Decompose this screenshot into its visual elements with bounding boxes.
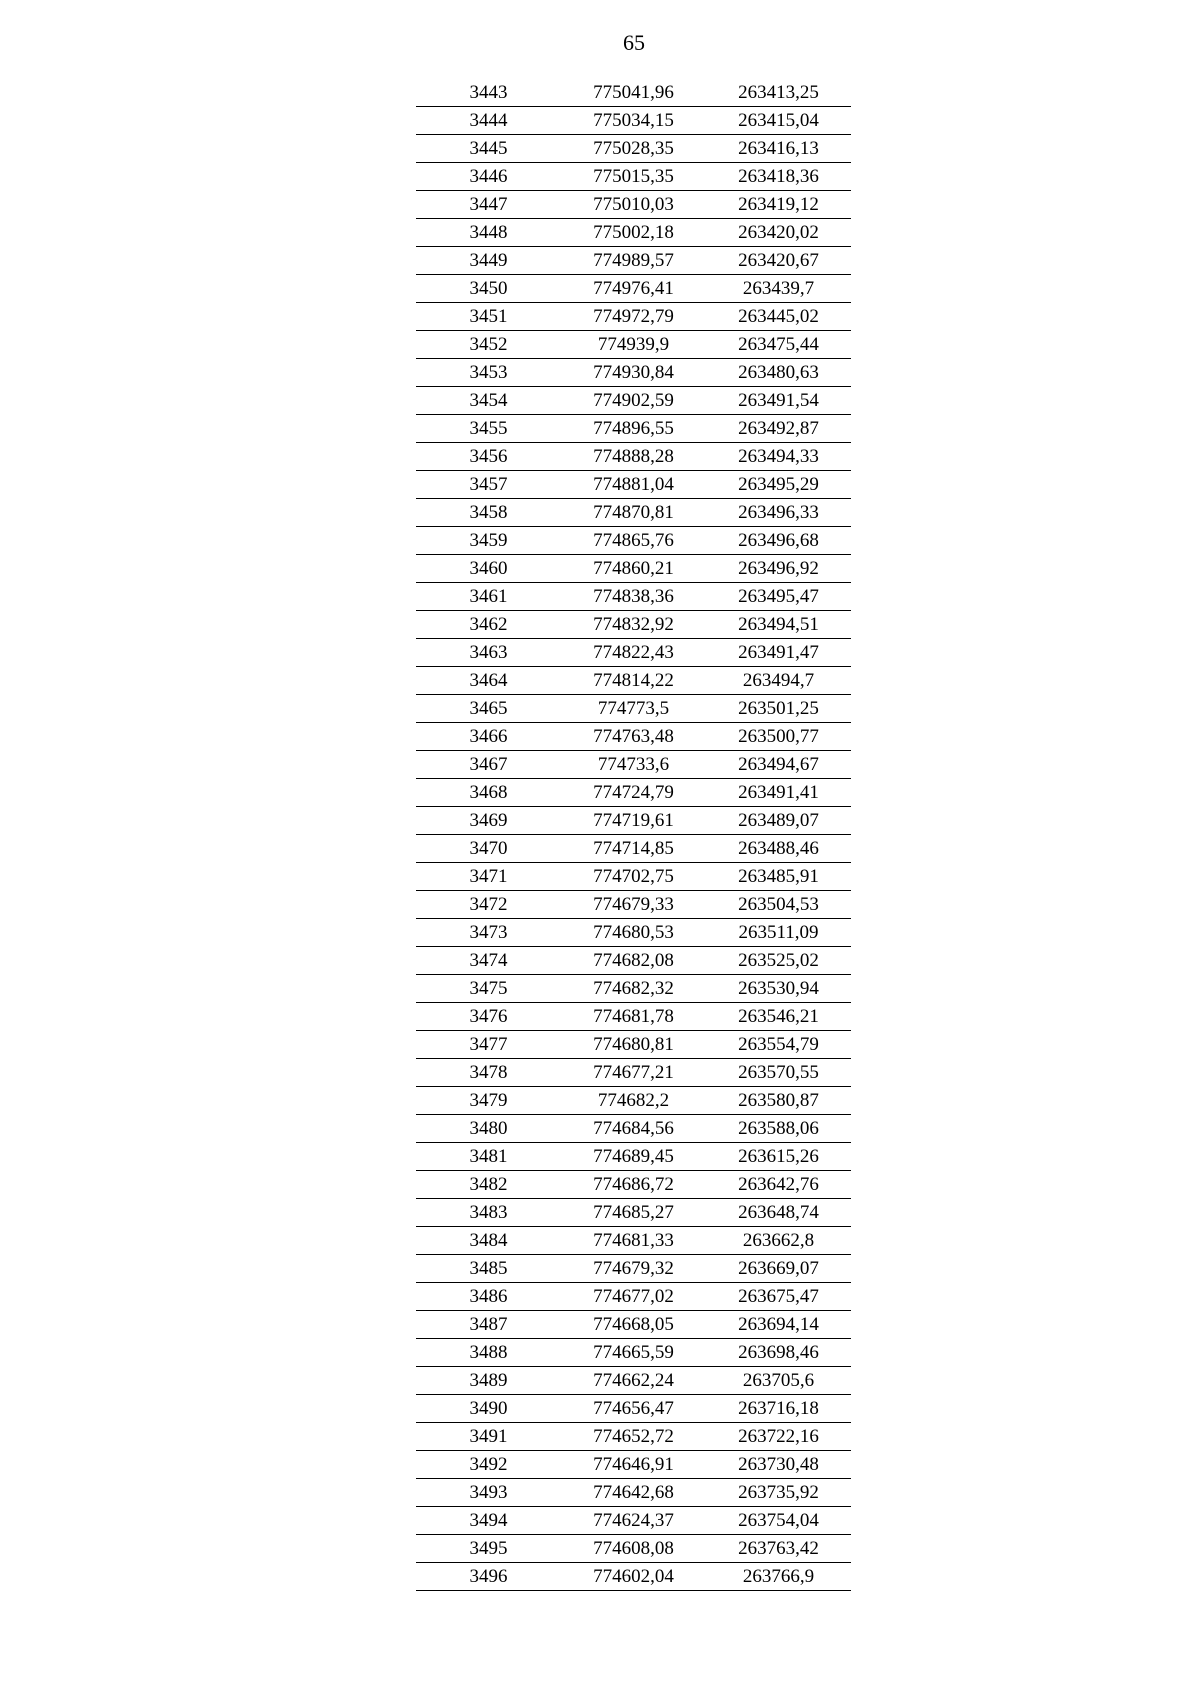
- x-coordinate-cell: 774624,37: [561, 1507, 706, 1535]
- y-coordinate-cell: 263763,42: [706, 1535, 851, 1563]
- x-coordinate-cell: 774652,72: [561, 1423, 706, 1451]
- x-coordinate-cell: 774681,33: [561, 1227, 706, 1255]
- y-coordinate-cell: 263530,94: [706, 975, 851, 1003]
- x-coordinate-cell: 774719,61: [561, 807, 706, 835]
- x-coordinate-cell: 775028,35: [561, 135, 706, 163]
- point-number-cell: 3456: [416, 443, 561, 471]
- y-coordinate-cell: 263570,55: [706, 1059, 851, 1087]
- table-row: [416, 303, 851, 331]
- x-coordinate-cell: 774702,75: [561, 863, 706, 891]
- table-row: [416, 163, 851, 191]
- x-coordinate-cell: 774668,05: [561, 1311, 706, 1339]
- y-coordinate-cell: 263415,04: [706, 107, 851, 135]
- coordinates-table-body: [416, 79, 851, 1591]
- point-number-cell: 3490: [416, 1395, 561, 1423]
- point-number-cell: 3492: [416, 1451, 561, 1479]
- point-number-cell: 3485: [416, 1255, 561, 1283]
- y-coordinate-cell: 263496,68: [706, 527, 851, 555]
- y-coordinate-cell: 263439,7: [706, 275, 851, 303]
- x-coordinate-cell: 774930,84: [561, 359, 706, 387]
- table-row: [416, 107, 851, 135]
- point-number-cell: 3489: [416, 1367, 561, 1395]
- table-row: [416, 499, 851, 527]
- x-coordinate-cell: 774679,33: [561, 891, 706, 919]
- point-number-cell: 3454: [416, 387, 561, 415]
- table-row: [416, 919, 851, 947]
- y-coordinate-cell: 263546,21: [706, 1003, 851, 1031]
- table-row: [416, 1479, 851, 1507]
- point-number-cell: 3466: [416, 723, 561, 751]
- point-number-cell: 3443: [416, 79, 561, 107]
- table-row: [416, 611, 851, 639]
- y-coordinate-cell: 263494,51: [706, 611, 851, 639]
- y-coordinate-cell: 263669,07: [706, 1255, 851, 1283]
- x-coordinate-cell: 775015,35: [561, 163, 706, 191]
- table-row: [416, 1143, 851, 1171]
- y-coordinate-cell: 263489,07: [706, 807, 851, 835]
- table-row: [416, 1031, 851, 1059]
- point-number-cell: 3465: [416, 695, 561, 723]
- x-coordinate-cell: 774679,32: [561, 1255, 706, 1283]
- point-number-cell: 3462: [416, 611, 561, 639]
- table-row: [416, 891, 851, 919]
- table-row: [416, 443, 851, 471]
- x-coordinate-cell: 774677,21: [561, 1059, 706, 1087]
- x-coordinate-cell: 774608,08: [561, 1535, 706, 1563]
- point-number-cell: 3479: [416, 1087, 561, 1115]
- table-row: [416, 751, 851, 779]
- x-coordinate-cell: 774902,59: [561, 387, 706, 415]
- point-number-cell: 3460: [416, 555, 561, 583]
- x-coordinate-cell: 774724,79: [561, 779, 706, 807]
- x-coordinate-cell: 774642,68: [561, 1479, 706, 1507]
- x-coordinate-cell: 774733,6: [561, 751, 706, 779]
- x-coordinate-cell: 774714,85: [561, 835, 706, 863]
- x-coordinate-cell: 774939,9: [561, 331, 706, 359]
- point-number-cell: 3469: [416, 807, 561, 835]
- y-coordinate-cell: 263766,9: [706, 1563, 851, 1591]
- y-coordinate-cell: 263494,33: [706, 443, 851, 471]
- x-coordinate-cell: 774681,78: [561, 1003, 706, 1031]
- point-number-cell: 3486: [416, 1283, 561, 1311]
- table-row: [416, 1003, 851, 1031]
- y-coordinate-cell: 263588,06: [706, 1115, 851, 1143]
- table-row: [416, 667, 851, 695]
- table-row: [416, 219, 851, 247]
- table-row: [416, 975, 851, 1003]
- table-row: [416, 555, 851, 583]
- point-number-cell: 3481: [416, 1143, 561, 1171]
- point-number-cell: 3495: [416, 1535, 561, 1563]
- x-coordinate-cell: 775010,03: [561, 191, 706, 219]
- table-row: [416, 135, 851, 163]
- point-number-cell: 3488: [416, 1339, 561, 1367]
- y-coordinate-cell: 263496,33: [706, 499, 851, 527]
- table-row: [416, 723, 851, 751]
- point-number-cell: 3458: [416, 499, 561, 527]
- table-row: [416, 79, 851, 107]
- x-coordinate-cell: 774865,76: [561, 527, 706, 555]
- y-coordinate-cell: 263445,02: [706, 303, 851, 331]
- x-coordinate-cell: 774814,22: [561, 667, 706, 695]
- table-row: [416, 695, 851, 723]
- page-number: 65: [623, 30, 645, 55]
- table-row: [416, 1059, 851, 1087]
- table-row: [416, 191, 851, 219]
- y-coordinate-cell: 263485,91: [706, 863, 851, 891]
- x-coordinate-cell: 774773,5: [561, 695, 706, 723]
- y-coordinate-cell: 263495,29: [706, 471, 851, 499]
- table-row: [416, 415, 851, 443]
- point-number-cell: 3464: [416, 667, 561, 695]
- point-number-cell: 3476: [416, 1003, 561, 1031]
- y-coordinate-cell: 263475,44: [706, 331, 851, 359]
- x-coordinate-cell: 774682,08: [561, 947, 706, 975]
- x-coordinate-cell: 774686,72: [561, 1171, 706, 1199]
- point-number-cell: 3467: [416, 751, 561, 779]
- x-coordinate-cell: 774888,28: [561, 443, 706, 471]
- point-number-cell: 3451: [416, 303, 561, 331]
- x-coordinate-cell: 774665,59: [561, 1339, 706, 1367]
- table-row: [416, 1563, 851, 1591]
- table-row: [416, 1283, 851, 1311]
- table-row: [416, 1451, 851, 1479]
- table-row: [416, 947, 851, 975]
- y-coordinate-cell: 263642,76: [706, 1171, 851, 1199]
- point-number-cell: 3461: [416, 583, 561, 611]
- table-row: [416, 1171, 851, 1199]
- table-row: [416, 639, 851, 667]
- x-coordinate-cell: 774646,91: [561, 1451, 706, 1479]
- y-coordinate-cell: 263698,46: [706, 1339, 851, 1367]
- x-coordinate-cell: 775002,18: [561, 219, 706, 247]
- point-number-cell: 3473: [416, 919, 561, 947]
- y-coordinate-cell: 263694,14: [706, 1311, 851, 1339]
- point-number-cell: 3463: [416, 639, 561, 667]
- table-row: [416, 583, 851, 611]
- x-coordinate-cell: 774680,53: [561, 919, 706, 947]
- point-number-cell: 3478: [416, 1059, 561, 1087]
- table-row: [416, 1087, 851, 1115]
- x-coordinate-cell: 774870,81: [561, 499, 706, 527]
- table-row: [416, 807, 851, 835]
- table-row: [416, 527, 851, 555]
- point-number-cell: 3487: [416, 1311, 561, 1339]
- point-number-cell: 3477: [416, 1031, 561, 1059]
- y-coordinate-cell: 263525,02: [706, 947, 851, 975]
- y-coordinate-cell: 263416,13: [706, 135, 851, 163]
- y-coordinate-cell: 263504,53: [706, 891, 851, 919]
- table-row: [416, 359, 851, 387]
- y-coordinate-cell: 263675,47: [706, 1283, 851, 1311]
- y-coordinate-cell: 263420,67: [706, 247, 851, 275]
- y-coordinate-cell: 263480,63: [706, 359, 851, 387]
- point-number-cell: 3471: [416, 863, 561, 891]
- y-coordinate-cell: 263494,67: [706, 751, 851, 779]
- point-number-cell: 3444: [416, 107, 561, 135]
- point-number-cell: 3496: [416, 1563, 561, 1591]
- table-row: [416, 1507, 851, 1535]
- x-coordinate-cell: 774881,04: [561, 471, 706, 499]
- point-number-cell: 3449: [416, 247, 561, 275]
- y-coordinate-cell: 263500,77: [706, 723, 851, 751]
- point-number-cell: 3491: [416, 1423, 561, 1451]
- table-row: [416, 779, 851, 807]
- y-coordinate-cell: 263419,12: [706, 191, 851, 219]
- y-coordinate-cell: 263494,7: [706, 667, 851, 695]
- x-coordinate-cell: 774662,24: [561, 1367, 706, 1395]
- x-coordinate-cell: 775041,96: [561, 79, 706, 107]
- y-coordinate-cell: 263492,87: [706, 415, 851, 443]
- x-coordinate-cell: 774989,57: [561, 247, 706, 275]
- x-coordinate-cell: 774976,41: [561, 275, 706, 303]
- y-coordinate-cell: 263662,8: [706, 1227, 851, 1255]
- table-row: [416, 247, 851, 275]
- point-number-cell: 3484: [416, 1227, 561, 1255]
- point-number-cell: 3447: [416, 191, 561, 219]
- table-row: [416, 1255, 851, 1283]
- table-row: [416, 1395, 851, 1423]
- table-row: [416, 1339, 851, 1367]
- y-coordinate-cell: 263615,26: [706, 1143, 851, 1171]
- x-coordinate-cell: 774656,47: [561, 1395, 706, 1423]
- table-row: [416, 1227, 851, 1255]
- point-number-cell: 3457: [416, 471, 561, 499]
- x-coordinate-cell: 774682,2: [561, 1087, 706, 1115]
- x-coordinate-cell: 775034,15: [561, 107, 706, 135]
- point-number-cell: 3459: [416, 527, 561, 555]
- y-coordinate-cell: 263735,92: [706, 1479, 851, 1507]
- x-coordinate-cell: 774763,48: [561, 723, 706, 751]
- point-number-cell: 3493: [416, 1479, 561, 1507]
- x-coordinate-cell: 774685,27: [561, 1199, 706, 1227]
- y-coordinate-cell: 263491,41: [706, 779, 851, 807]
- table-row: [416, 835, 851, 863]
- y-coordinate-cell: 263754,04: [706, 1507, 851, 1535]
- point-number-cell: 3472: [416, 891, 561, 919]
- x-coordinate-cell: 774689,45: [561, 1143, 706, 1171]
- point-number-cell: 3470: [416, 835, 561, 863]
- point-number-cell: 3448: [416, 219, 561, 247]
- y-coordinate-cell: 263580,87: [706, 1087, 851, 1115]
- point-number-cell: 3455: [416, 415, 561, 443]
- point-number-cell: 3482: [416, 1171, 561, 1199]
- y-coordinate-cell: 263496,92: [706, 555, 851, 583]
- x-coordinate-cell: 774677,02: [561, 1283, 706, 1311]
- y-coordinate-cell: 263501,25: [706, 695, 851, 723]
- x-coordinate-cell: 774972,79: [561, 303, 706, 331]
- x-coordinate-cell: 774682,32: [561, 975, 706, 1003]
- y-coordinate-cell: 263511,09: [706, 919, 851, 947]
- table-row: [416, 1535, 851, 1563]
- x-coordinate-cell: 774680,81: [561, 1031, 706, 1059]
- y-coordinate-cell: 263491,47: [706, 639, 851, 667]
- x-coordinate-cell: 774896,55: [561, 415, 706, 443]
- point-number-cell: 3483: [416, 1199, 561, 1227]
- y-coordinate-cell: 263648,74: [706, 1199, 851, 1227]
- y-coordinate-cell: 263491,54: [706, 387, 851, 415]
- point-number-cell: 3452: [416, 331, 561, 359]
- x-coordinate-cell: 774838,36: [561, 583, 706, 611]
- y-coordinate-cell: 263413,25: [706, 79, 851, 107]
- y-coordinate-cell: 263722,16: [706, 1423, 851, 1451]
- y-coordinate-cell: 263420,02: [706, 219, 851, 247]
- y-coordinate-cell: 263716,18: [706, 1395, 851, 1423]
- table-row: [416, 1199, 851, 1227]
- x-coordinate-cell: 774822,43: [561, 639, 706, 667]
- point-number-cell: 3474: [416, 947, 561, 975]
- x-coordinate-cell: 774684,56: [561, 1115, 706, 1143]
- table-row: [416, 1367, 851, 1395]
- table-row: [416, 1115, 851, 1143]
- y-coordinate-cell: 263488,46: [706, 835, 851, 863]
- table-row: [416, 275, 851, 303]
- y-coordinate-cell: 263705,6: [706, 1367, 851, 1395]
- table-row: [416, 471, 851, 499]
- table-row: [416, 1423, 851, 1451]
- y-coordinate-cell: 263418,36: [706, 163, 851, 191]
- point-number-cell: 3475: [416, 975, 561, 1003]
- y-coordinate-cell: 263554,79: [706, 1031, 851, 1059]
- x-coordinate-cell: 774602,04: [561, 1563, 706, 1591]
- point-number-cell: 3480: [416, 1115, 561, 1143]
- point-number-cell: 3494: [416, 1507, 561, 1535]
- point-number-cell: 3450: [416, 275, 561, 303]
- point-number-cell: 3445: [416, 135, 561, 163]
- point-number-cell: 3453: [416, 359, 561, 387]
- x-coordinate-cell: 774832,92: [561, 611, 706, 639]
- table-row: [416, 387, 851, 415]
- x-coordinate-cell: 774860,21: [561, 555, 706, 583]
- point-number-cell: 3468: [416, 779, 561, 807]
- table-row: [416, 331, 851, 359]
- y-coordinate-cell: 263495,47: [706, 583, 851, 611]
- table-row: [416, 1311, 851, 1339]
- table-row: [416, 863, 851, 891]
- point-number-cell: 3446: [416, 163, 561, 191]
- y-coordinate-cell: 263730,48: [706, 1451, 851, 1479]
- coordinates-table: [416, 79, 851, 1591]
